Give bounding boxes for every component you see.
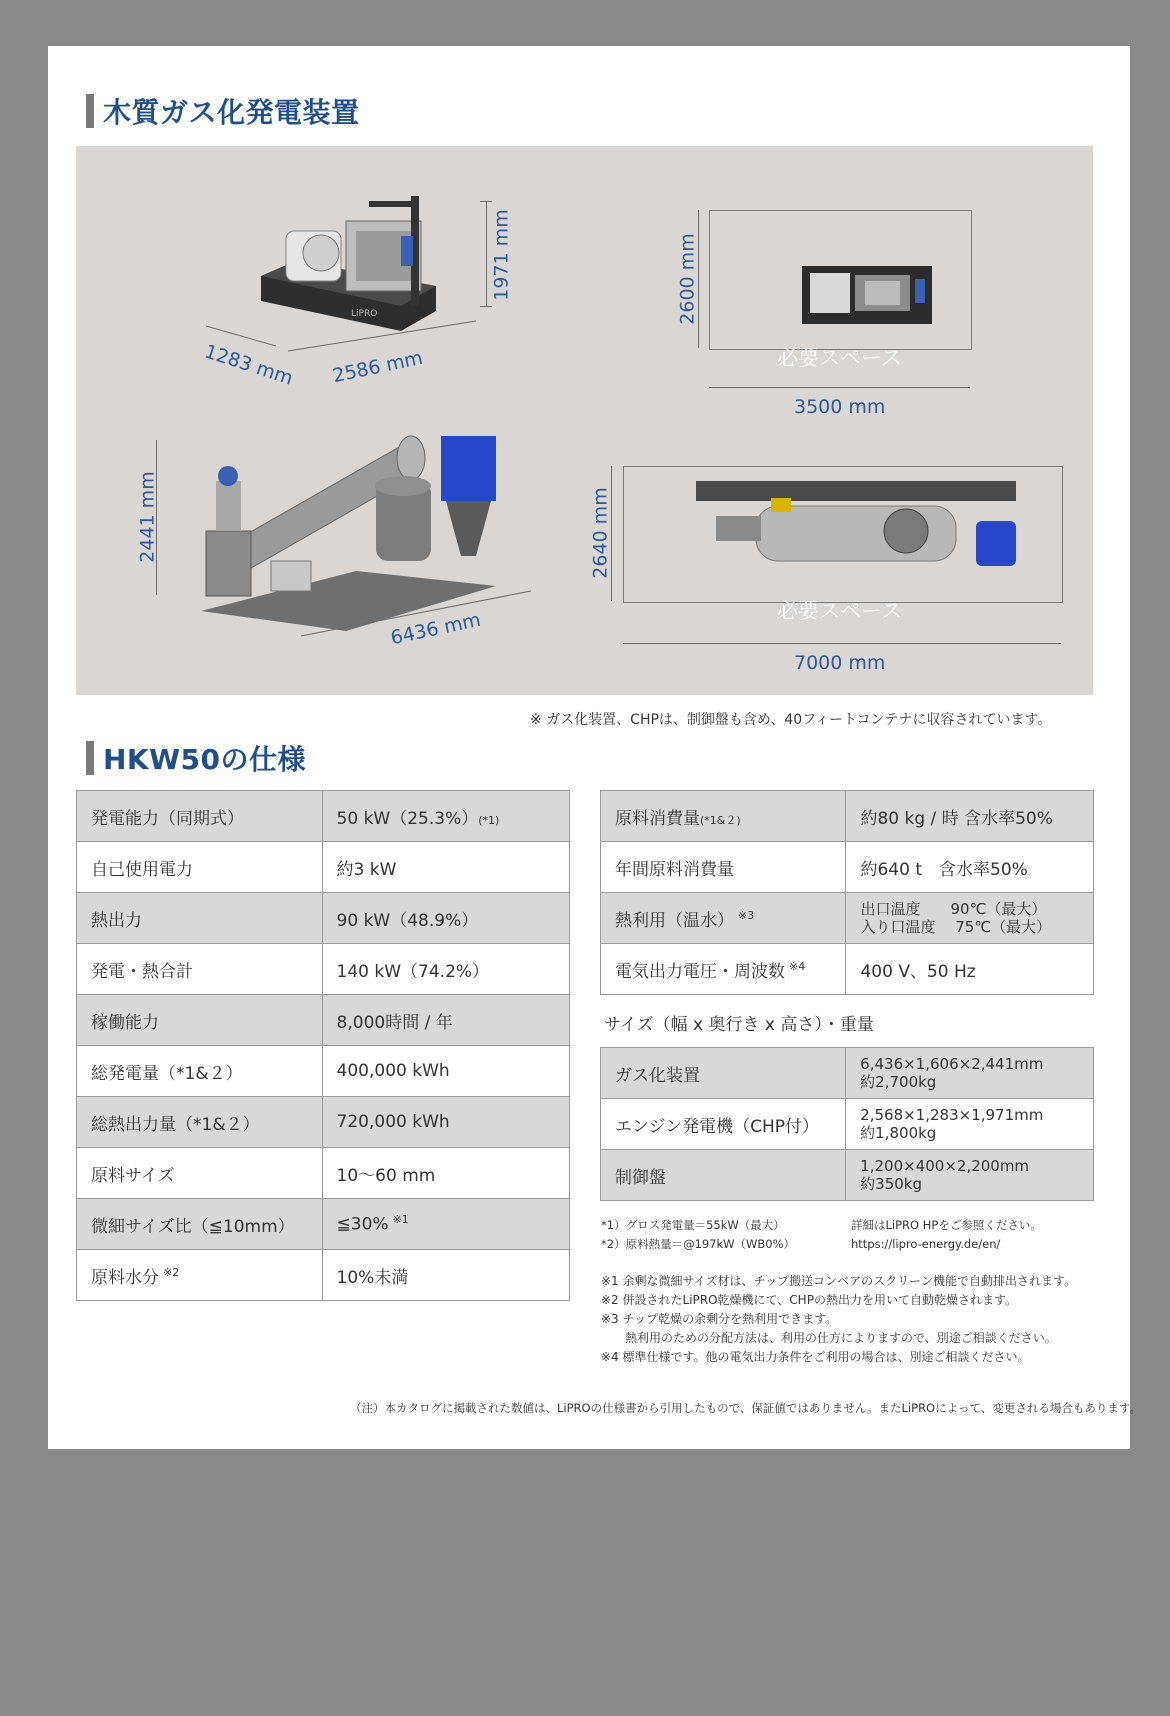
table-row — [77, 995, 570, 1046]
gross-notes: *1）グロス発電量＝55kW（最大） *2）原料熱量＝@197kW（WB0%） — [601, 1218, 796, 1251]
section-title: 木質ガス化発電装置 — [103, 96, 360, 129]
chp-space-height-label: 2600 mm — [676, 233, 699, 325]
spec-value: 90 kW（48.9%） — [322, 893, 569, 944]
spec-value: 50 kW（25.3%）(*1) — [322, 791, 569, 842]
equipment-figure — [76, 146, 1093, 695]
table-row — [77, 944, 570, 995]
spec-value: 約640 t 含水率50% — [846, 842, 1094, 893]
spec-value: 約3 kW — [322, 842, 569, 893]
spec-value: 10〜60 mm — [322, 1148, 569, 1199]
size-label: エンジン発電機（CHP付） — [601, 1099, 846, 1150]
table-row — [601, 1048, 1094, 1099]
spec-label: 電気出力電圧・周波数 $^{※4}$ — [601, 944, 846, 995]
heading-bar — [86, 741, 94, 775]
spec-value: 出口温度 90℃（最大） 入り口温度 75℃（最大） — [846, 893, 1094, 944]
gasifier-space-width-label: 7000 mm — [794, 652, 886, 674]
size-label: ガス化装置 — [601, 1048, 846, 1099]
chp-space-label: 必要スペース — [777, 346, 902, 370]
catalog-page — [48, 46, 1141, 1449]
spec-value: 400 V、50 Hz — [846, 944, 1094, 995]
spec-label: 微細サイズ比（≦10mm） — [77, 1199, 323, 1250]
size-value: 1,200×400×2,200mm 約350kg — [846, 1150, 1094, 1201]
footnotes: ※1 余剰な微細サイズ材は、チップ搬送コンベアのスクリーン機能で自動排出されます。 ※2 併設されたLiPRO乾燥機にて、CHPの熱出力を用いて自動乾燥されます。 ※3 チップ乾燥の余剰分を熱利用できます。 熱利用のための分配方法は、利用の仕方によりますので、別途ご相談ください。 ※4 標準仕様です。他の電気出力条件をご利用の場合は、別途ご相談ください。 — [601, 1274, 1076, 1364]
spec-value: 10%未満 — [322, 1250, 569, 1301]
table-row — [601, 791, 1094, 842]
spec-label: 原料サイズ — [77, 1148, 323, 1199]
heading-bar — [86, 94, 94, 128]
gasifier-height-label: 2441 mm — [136, 471, 159, 563]
chp-dimension-lines — [196, 316, 516, 376]
spec-label: 発電・熱合計 — [77, 944, 323, 995]
spec-label: 熱利用（温水） $^{※3}$ — [601, 893, 846, 944]
chp-width-label: 2586 mm — [330, 346, 425, 388]
section-title: HKW50の仕様 — [103, 743, 306, 776]
size-value: 6,436×1,606×2,441mm 約2,700kg — [846, 1048, 1094, 1099]
spec-table-right — [600, 790, 1094, 995]
table-row — [77, 893, 570, 944]
table-row — [77, 791, 570, 842]
section-heading-gasification — [86, 93, 360, 129]
table-row — [601, 944, 1094, 995]
table-row — [601, 1150, 1094, 1201]
spec-value: 720,000 kWh — [322, 1097, 569, 1148]
spec-value: 約80 kg / 時 含水率50% — [846, 791, 1094, 842]
spec-label: 総発電量（*1&２） — [77, 1046, 323, 1097]
size-table — [600, 1047, 1094, 1201]
spec-value: 140 kW（74.2%） — [322, 944, 569, 995]
table-row — [77, 1199, 570, 1250]
spec-label: 自己使用電力 — [77, 842, 323, 893]
spec-value: 8,000時間 / 年 — [322, 995, 569, 1046]
chp-space-width-label: 3500 mm — [794, 396, 886, 418]
spec-value: ≦30% $^{※1}$ — [322, 1199, 569, 1250]
table-row — [601, 1099, 1094, 1150]
spec-label: 総熱出力量（*1&２） — [77, 1097, 323, 1148]
table-row — [77, 1046, 570, 1097]
size-value: 2,568×1,283×1,971mm 約1,800kg — [846, 1099, 1094, 1150]
table-row — [77, 1097, 570, 1148]
container-note: ※ ガス化装置、CHPは、制御盤も含め、40フィートコンテナに収容されています。 — [530, 712, 1052, 728]
spec-label: 年間原料消費量 — [601, 842, 846, 893]
spec-label: 熱出力 — [77, 893, 323, 944]
table-row — [601, 842, 1094, 893]
table-row — [601, 893, 1094, 944]
chp-depth-label: 1283 mm — [201, 340, 296, 390]
gasifier-space-label: 必要スペース — [777, 599, 902, 623]
section-heading-spec — [86, 740, 306, 776]
spec-label: 原料水分 $^{※2}$ — [77, 1250, 323, 1301]
svg-text:LiPRO: LiPRO — [351, 309, 378, 319]
spec-label: 稼働能力 — [77, 995, 323, 1046]
table-row — [77, 1250, 570, 1301]
size-label: 制御盤 — [601, 1150, 846, 1201]
chp-topview-illustration — [800, 261, 940, 331]
table-row — [77, 1148, 570, 1199]
spec-value: 400,000 kWh — [322, 1046, 569, 1097]
spec-label: 原料消費量(*1&２) — [601, 791, 846, 842]
detail-notes: 詳細はLiPRO HPをご参照ください。 https://lipro-energy.de/en/ — [851, 1218, 1042, 1251]
gasifier-width-label: 6436 mm — [388, 608, 483, 650]
size-table-title: サイズ（幅 x 奥行き x 高さ）・重量 — [604, 1015, 874, 1035]
disclaimer: （注）本カタログに掲載された数値は、LiPROの仕様書から引用したもので、保証値ではありません。またLiPROによって、変更される場合もあります。 — [350, 1401, 1141, 1415]
spec-table-left — [76, 790, 570, 1301]
spec-label: 発電能力（同期式） — [77, 791, 323, 842]
table-row — [77, 842, 570, 893]
chp-height-label: 1971 mm — [490, 209, 513, 301]
gasifier-topview-illustration — [696, 476, 1046, 581]
gasifier-space-height-label: 2640 mm — [589, 487, 612, 579]
